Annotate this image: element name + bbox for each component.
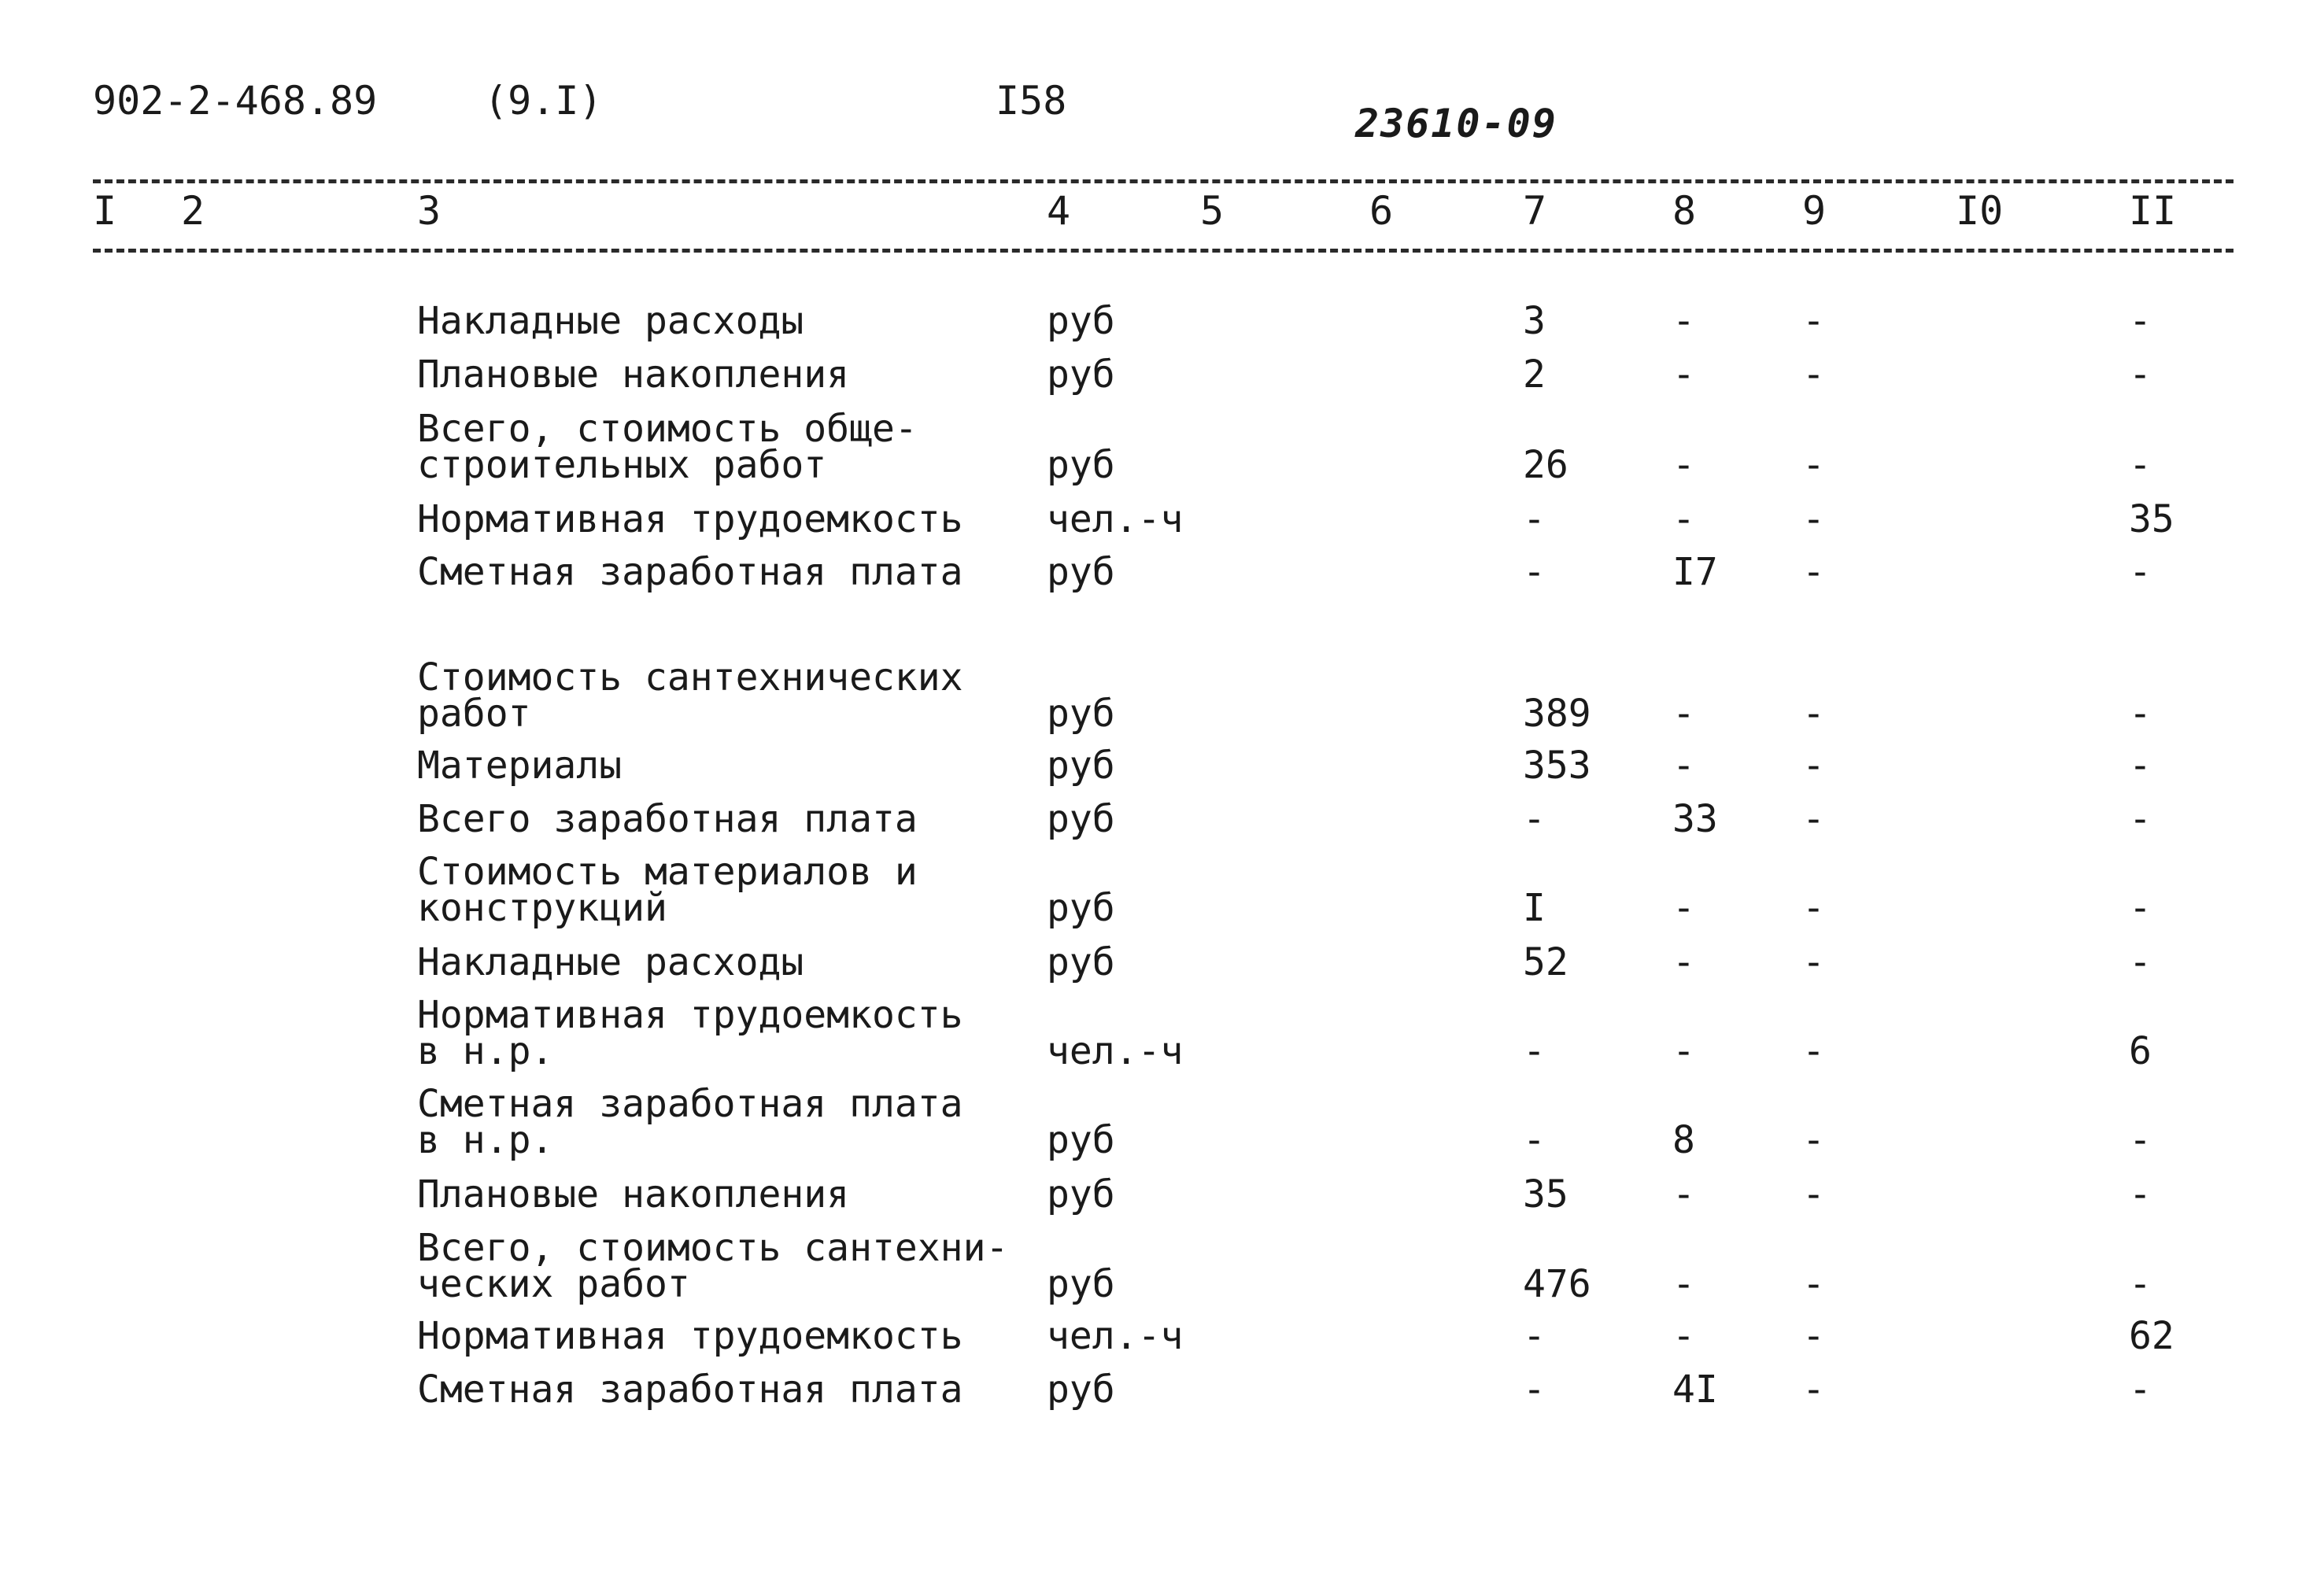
row-unit: руб	[1047, 1262, 1115, 1306]
table-row	[0, 1368, 2324, 1412]
row-description-line: в н.р.	[417, 1118, 554, 1162]
cell-col-9: -	[1802, 443, 1825, 487]
column-number-9: 9	[1802, 188, 1827, 234]
cell-col-8: 4I	[1672, 1368, 1718, 1412]
page-number: I58	[996, 78, 1067, 124]
cell-col-11: -	[2129, 1118, 2152, 1162]
cell-col-7: 2	[1523, 353, 1546, 397]
table-row	[0, 940, 2324, 984]
document-code: 902-2-468.89	[93, 78, 378, 124]
cell-col-11: -	[2129, 353, 2152, 397]
cell-col-7: 476	[1523, 1262, 1591, 1306]
table-row	[0, 744, 2324, 788]
cell-col-11: 35	[2129, 497, 2174, 541]
row-unit: руб	[1047, 797, 1115, 841]
row-description	[417, 1082, 963, 1162]
cell-col-8: -	[1672, 692, 1695, 736]
row-description-line: ческих работ	[417, 1262, 690, 1306]
cell-col-11: -	[2129, 797, 2152, 841]
cell-col-7: -	[1523, 1314, 1546, 1358]
row-unit: руб	[1047, 744, 1115, 788]
row-unit: руб	[1047, 550, 1115, 594]
table-header-rule	[93, 249, 2233, 253]
cell-col-8: -	[1672, 443, 1695, 487]
cell-col-9: -	[1802, 1029, 1825, 1073]
cell-col-8: -	[1672, 1314, 1695, 1358]
cell-col-7: 26	[1523, 443, 1568, 487]
cell-col-7: -	[1523, 1029, 1546, 1073]
cell-col-11: -	[2129, 550, 2152, 594]
row-description	[417, 940, 804, 984]
cell-col-9: -	[1802, 1172, 1825, 1216]
cell-col-7: 3	[1523, 299, 1546, 343]
cell-col-9: -	[1802, 1262, 1825, 1306]
section-number: (9.I)	[484, 78, 603, 124]
table-row	[0, 850, 2324, 930]
cell-col-7: -	[1523, 1368, 1546, 1412]
row-description-line: Нормативная трудоемкость	[417, 497, 963, 541]
table-row	[0, 1082, 2324, 1162]
row-unit: руб	[1047, 940, 1115, 984]
cell-col-11: 6	[2129, 1029, 2152, 1073]
row-description	[417, 655, 963, 736]
cell-col-7: 52	[1523, 940, 1568, 984]
row-description-line: Всего заработная плата	[417, 797, 918, 841]
cell-col-11: -	[2129, 299, 2152, 343]
row-description-line: Накладные расходы	[417, 940, 804, 984]
cell-col-8: -	[1672, 299, 1695, 343]
row-unit: руб	[1047, 443, 1115, 487]
column-number-5: 5	[1200, 188, 1225, 234]
table-row	[0, 353, 2324, 397]
cell-col-9: -	[1802, 1314, 1825, 1358]
cell-col-8: 8	[1672, 1118, 1695, 1162]
column-number-6: 6	[1369, 188, 1394, 234]
cell-col-9: -	[1802, 497, 1825, 541]
table-row	[0, 497, 2324, 541]
row-description	[417, 797, 918, 841]
cell-col-8: -	[1672, 353, 1695, 397]
row-unit: руб	[1047, 1118, 1115, 1162]
table-row	[0, 550, 2324, 594]
table-row	[0, 299, 2324, 343]
row-description	[417, 353, 850, 397]
cell-col-11: -	[2129, 443, 2152, 487]
cell-col-9: -	[1802, 1118, 1825, 1162]
cell-col-8: 33	[1672, 797, 1718, 841]
row-unit: руб	[1047, 353, 1115, 397]
registration-stamp: 23610-09	[1355, 101, 1557, 146]
row-description-line: работ	[417, 692, 531, 736]
cell-col-9: -	[1802, 797, 1825, 841]
cell-col-9: -	[1802, 940, 1825, 984]
row-description	[417, 550, 963, 594]
cell-col-8: I7	[1672, 550, 1718, 594]
cell-col-8: -	[1672, 497, 1695, 541]
table-row	[0, 993, 2324, 1073]
cell-col-7: -	[1523, 497, 1546, 541]
cell-col-9: -	[1802, 1368, 1825, 1412]
row-description-line: Всего, стоимость обще-	[417, 407, 918, 451]
cell-col-7: -	[1523, 550, 1546, 594]
table-row	[0, 1226, 2324, 1306]
row-description-line: Сметная заработная плата	[417, 1368, 963, 1412]
table-row	[0, 1314, 2324, 1358]
row-description-line: Нормативная трудоемкость	[417, 993, 963, 1037]
row-description-line: Плановые накопления	[417, 1172, 850, 1216]
cell-col-8: -	[1672, 1172, 1695, 1216]
cell-col-11: -	[2129, 744, 2152, 788]
row-description	[417, 299, 804, 343]
cell-col-7: 35	[1523, 1172, 1568, 1216]
cell-col-8: -	[1672, 1262, 1695, 1306]
row-description	[417, 744, 623, 788]
cell-col-11: 62	[2129, 1314, 2174, 1358]
row-unit: чел.-ч	[1047, 1029, 1184, 1073]
row-unit: чел.-ч	[1047, 497, 1184, 541]
cell-col-7: I	[1523, 886, 1546, 930]
row-unit: чел.-ч	[1047, 1314, 1184, 1358]
cell-col-7: -	[1523, 797, 1546, 841]
row-description	[417, 1368, 963, 1412]
cell-col-11: -	[2129, 886, 2152, 930]
cell-col-11: -	[2129, 1172, 2152, 1216]
column-number-3: 3	[417, 188, 442, 234]
column-number-11: II	[2129, 188, 2177, 234]
cell-col-7: -	[1523, 1118, 1546, 1162]
cell-col-11: -	[2129, 1262, 2152, 1306]
column-number-1: I	[93, 188, 117, 234]
row-description-line: Сметная заработная плата	[417, 1082, 963, 1126]
cell-col-8: -	[1672, 940, 1695, 984]
cell-col-9: -	[1802, 886, 1825, 930]
row-description-line: Стоимость материалов и	[417, 850, 918, 894]
row-description-line: Нормативная трудоемкость	[417, 1314, 963, 1358]
cell-col-9: -	[1802, 299, 1825, 343]
column-number-8: 8	[1672, 188, 1697, 234]
row-description	[417, 407, 918, 487]
cell-col-7: 389	[1523, 692, 1591, 736]
cell-col-11: -	[2129, 1368, 2152, 1412]
row-description	[417, 1226, 1009, 1306]
row-unit: руб	[1047, 299, 1115, 343]
row-description-line: Стоимость сантехнических	[417, 655, 963, 700]
cell-col-9: -	[1802, 550, 1825, 594]
table-row	[0, 407, 2324, 487]
table-row	[0, 1172, 2324, 1216]
row-description	[417, 850, 918, 930]
cell-col-11: -	[2129, 940, 2152, 984]
table-row	[0, 797, 2324, 841]
cell-col-8: -	[1672, 744, 1695, 788]
row-description-line: Сметная заработная плата	[417, 550, 963, 594]
cell-col-9: -	[1802, 353, 1825, 397]
row-description	[417, 497, 963, 541]
row-description	[417, 1314, 963, 1358]
row-unit: руб	[1047, 886, 1115, 930]
table-top-rule	[93, 179, 2233, 183]
row-description-line: строительных работ	[417, 443, 827, 487]
row-unit: руб	[1047, 1172, 1115, 1216]
row-description-line: Всего, стоимость сантехни-	[417, 1226, 1009, 1270]
row-description-line: в н.р.	[417, 1029, 554, 1073]
row-description-line: конструкций	[417, 886, 667, 930]
column-number-2: 2	[181, 188, 205, 234]
column-number-10: I0	[1956, 188, 2004, 234]
cell-col-8: -	[1672, 1029, 1695, 1073]
row-description-line: Материалы	[417, 744, 623, 788]
column-number-7: 7	[1523, 188, 1547, 234]
row-description-line: Плановые накопления	[417, 353, 850, 397]
cell-col-11: -	[2129, 692, 2152, 736]
row-unit: руб	[1047, 1368, 1115, 1412]
row-description	[417, 993, 963, 1073]
cell-col-7: 353	[1523, 744, 1591, 788]
table-row	[0, 655, 2324, 736]
cell-col-8: -	[1672, 886, 1695, 930]
row-unit: руб	[1047, 692, 1115, 736]
row-description-line: Накладные расходы	[417, 299, 804, 343]
cell-col-9: -	[1802, 744, 1825, 788]
cell-col-9: -	[1802, 692, 1825, 736]
row-description	[417, 1172, 850, 1216]
column-number-4: 4	[1047, 188, 1071, 234]
